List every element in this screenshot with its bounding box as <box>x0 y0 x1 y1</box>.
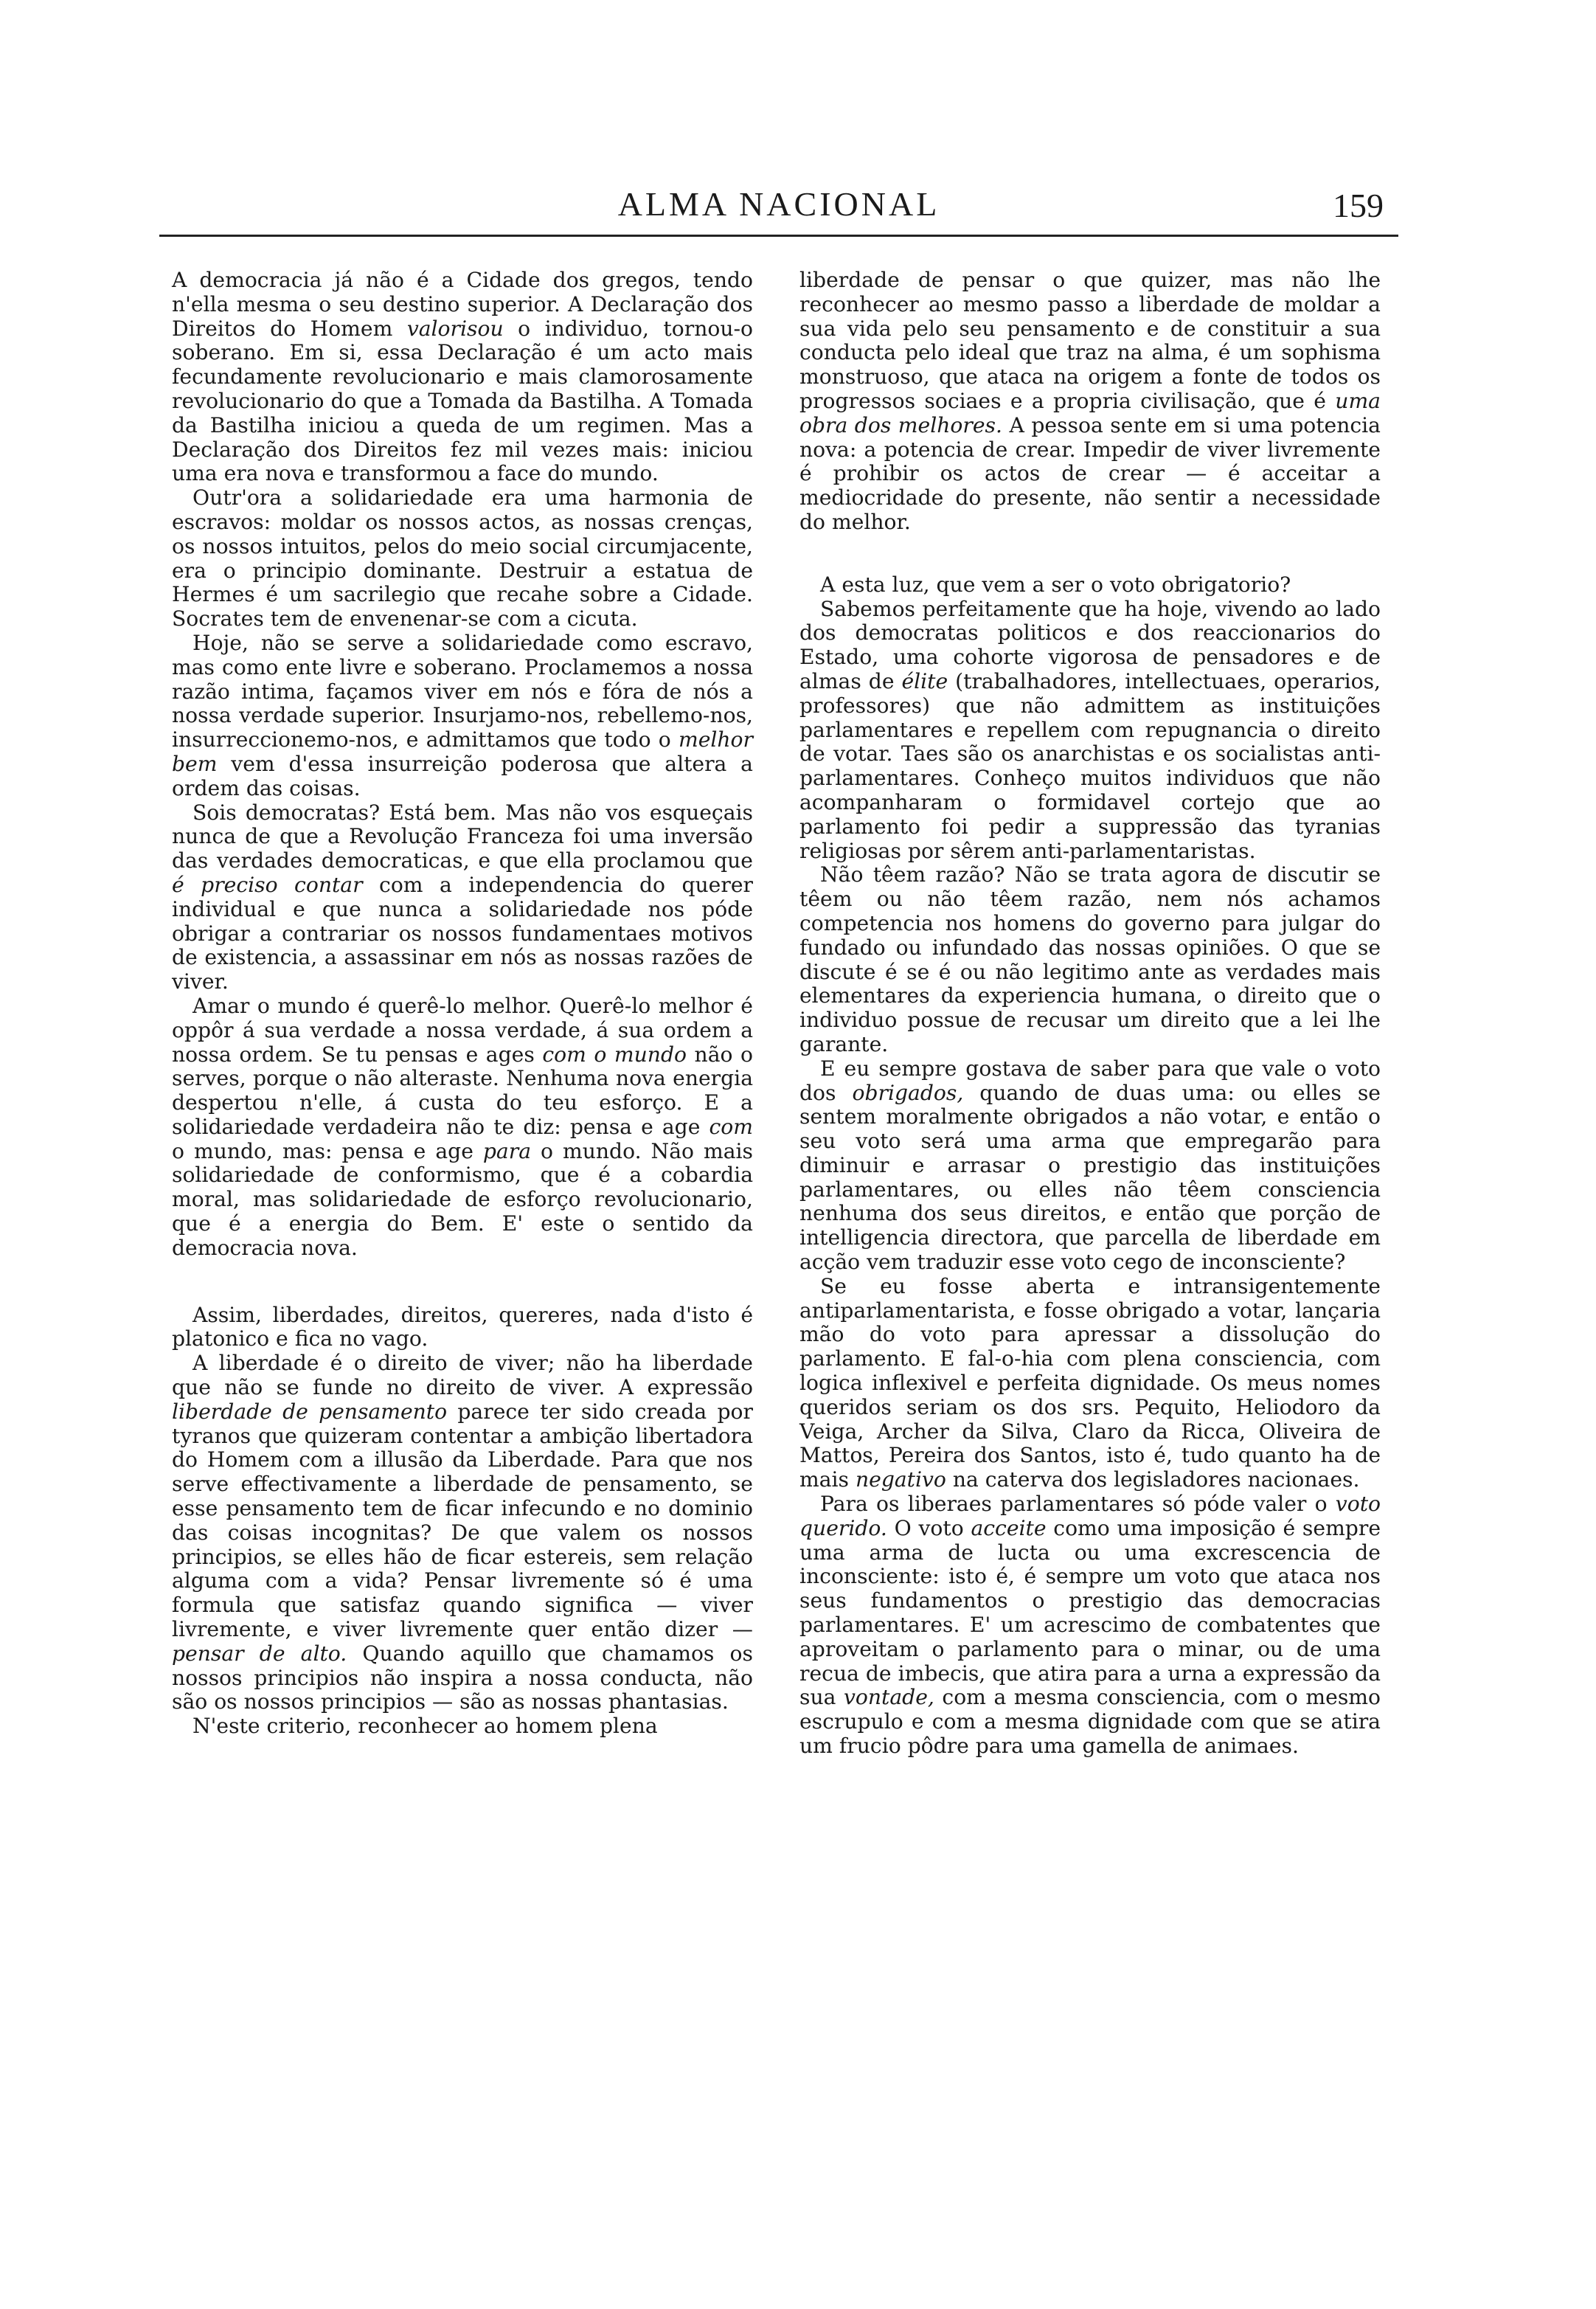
paragraph <box>172 801 753 994</box>
header-rule <box>159 235 1398 237</box>
italic-text: uma obra dos melhores. <box>799 388 1381 437</box>
text-run: parece ter sido creada por tyranos que quizeram contentar a ambição libertadora do Homem com a illusão da Liberdade. Para que nos serve effectivamente a liberdade de pensamento, se esse pensamento tem de ficar infecundo e no dominio das coisas incognitas? De que valem os nossos principios, se elles hão de ficar estereis, sem relação alguma com a vida? Pensar livremente só é uma formula que satisfaz quando significa — viver livremente, e viver livremente quer então dizer — <box>172 1399 753 1642</box>
paragraph <box>799 269 1381 535</box>
text-run: quando de duas uma: ou elles se sentem moralmente obrigados a não votar, e então o seu voto será uma arma que empregarão para diminuir e arrasar o prestigio das instituições parlamentares, ou elles não têem consciencia nenhuma dos seus direitos, e então que porção de intelligencia directora, que parcella de liberdade em acção vem traduzir esse voto cego de inconsciente? <box>799 1080 1381 1275</box>
running-title: ALMA NACIONAL <box>617 185 940 223</box>
text-run: na caterva dos legisladores nacionaes. <box>946 1467 1360 1492</box>
text-run: o mundo. Não mais solidariedade de conformismo, que é a cobardia moral, mas solidariedade de esforço revolucionario, que é a energia do Bem. E' este o sentido da democracia nova. <box>172 1138 753 1260</box>
section-break <box>172 1261 753 1304</box>
italic-text: obrigados, <box>852 1080 964 1105</box>
text-run: E eu sempre gostava de saber para que vale o voto dos <box>799 1056 1381 1105</box>
text-run: A liberdade é o direito de viver; não ha liberdade que não se funde no direito de viver. A expressão <box>172 1351 753 1400</box>
paragraph <box>799 1057 1381 1275</box>
text-run: A esta luz, que vem a ser o voto obrigatorio? <box>820 572 1291 597</box>
italic-text: vontade, <box>843 1685 934 1710</box>
text-run: liberdade de pensar o que quizer, mas não lhe reconhecer ao mesmo passo a liberdade de moldar a sua vida pelo seu pensamento e de constituir a sua conducta pelo ideal que traz na alma, é um sophisma monstruoso, que ataca na origem a fonte de todos os progressos sociaes e a propria civilisação, que é <box>799 268 1381 413</box>
italic-text: liberdade de pensamento <box>172 1399 448 1424</box>
paragraph <box>799 1492 1381 1759</box>
right-column <box>799 269 1381 1759</box>
paragraph <box>172 486 753 631</box>
paragraph <box>799 1275 1381 1492</box>
italic-text: élite <box>901 668 948 693</box>
paragraph <box>172 994 753 1261</box>
section-break <box>799 535 1381 573</box>
paragraph <box>799 598 1381 864</box>
left-column <box>172 269 753 1739</box>
text-run: Amar o mundo é querê-lo melhor. Querê-lo melhor é oppôr á sua verdade a nossa verdade, á sua ordem a nossa ordem. Se tu pensas e ages <box>172 993 753 1067</box>
text-run: Sois democratas? Está bem. Mas não vos esqueçais nunca de que a Revolução Franceza foi uma inversão das verdades democraticas, e que ella proclamou que <box>172 800 753 873</box>
italic-text: com o mundo <box>542 1042 687 1067</box>
text-run: N'este criterio, reconhecer ao homem plena <box>192 1714 658 1739</box>
italic-text: com <box>709 1114 753 1139</box>
paragraph <box>172 1714 753 1739</box>
text-run: Quando aquillo que chamamos os nossos principios não inspira a nossa conducta, não são os nossos principios — são as nossas phantasias. <box>172 1641 753 1714</box>
italic-text: é preciso contar <box>172 872 363 897</box>
italic-text: voto querido. <box>799 1492 1381 1540</box>
text-run: vem d'essa insurreição poderosa que altera a ordem das coisas. <box>172 751 753 800</box>
paragraph <box>172 1351 753 1714</box>
italic-text: negativo <box>855 1467 946 1492</box>
text-run: Não têem razão? Não se trata agora de discutir se têem ou não têem razão, nem nós achamos competencia nos homens do governo para julgar do fundado ou infundado das nossas opiniões. O que se discute é se é ou não legitimo ante as verdades mais elementares da experiencia humana, o direito que o individuo possue de recusar um direito que a lei lhe garante. <box>799 862 1381 1056</box>
text-run: Assim, liberdades, direitos, quereres, nada d'isto é platonico e fica no vago. <box>172 1302 753 1351</box>
paragraph <box>172 269 753 486</box>
text-run: Hoje, não se serve a solidariedade como escravo, mas como ente livre e soberano. Proclamemos a nossa razão intima, façamos viver em nós e fóra de nós a nossa verdade superior. Insurjamo-nos, rebellemo-nos, insurreccionemo-nos, e admittamos que todo o <box>172 630 753 752</box>
italic-text: para <box>482 1138 532 1163</box>
italic-text: pensar de alto. <box>172 1641 347 1666</box>
text-run: A democracia já não é a Cidade dos gregos, tendo n'ella mesma o seu destino superior. A Declaração dos Direitos do Homem <box>172 268 753 341</box>
text-run: o mundo, mas: pensa e age <box>172 1138 483 1163</box>
text-run: Sabemos perfeitamente que ha hoje, vivendo ao lado dos democratas politicos e dos reaccionarios do Estado, uma cohorte vigorosa de pensadores e de almas de <box>799 596 1381 693</box>
italic-text: valorisou <box>406 316 504 341</box>
text-run: O voto <box>887 1515 971 1540</box>
italic-text: acceite <box>971 1515 1047 1540</box>
text-run: com a independencia do querer individual e que nunca a solidariedade nos póde obrigar a contrariar os nossos fundamentaes motivos de existencia, a assassinar em nós as nossas razões de viver. <box>172 872 753 994</box>
text-run: Para os liberaes parlamentares só póde valer o <box>820 1492 1336 1517</box>
italic-text: melhor bem <box>172 727 753 776</box>
paragraph <box>172 1304 753 1352</box>
text-run: o individuo, tornou-o soberano. Em si, essa Declaração é um acto mais fecundamente revolucionario e mais clamorosamente revolucionario do que a Tomada da Bastilha. A Tomada da Bastilha iniciou a queda de um regimen. Mas a Declaração dos Direitos fez mil vezes mais: iniciou uma era nova e transformou a face do mundo. <box>172 316 753 486</box>
text-run: (trabalhadores, intellectuaes, operarios, professores) que não admittem as instituições parlamentares e repellem com repugnancia o direito de votar. Taes são os anarchistas e os socialistas anti-parlamentares. Conheço muitos individuos que não acompanharam o formidavel cortejo que ao parlamento foi pedir a suppressão das tyranias religiosas por sêrem anti-parlamentaristas. <box>799 668 1381 863</box>
page-number: 159 <box>1333 187 1384 224</box>
text-run: como uma imposição é sempre uma arma de lucta ou uma excrescencia de inconsciente: isto é, é sempre um voto que ataca nos seus fundamentos o prestigio das democracias parlamentares. E' um acrescimo de combatentes que aproveitam o parlamento para o minar, ou de uma recua de imbecis, que atira para a urna a expressão da sua <box>799 1515 1381 1710</box>
text-run: com a mesma consciencia, com o mesmo escrupulo e com a mesma dignidade com que se atira um frucio pôdre para uma gamella de animaes. <box>799 1685 1381 1759</box>
text-run: A pessoa sente em si uma potencia nova: a potencia de crear. Impedir de viver livremente é prohibir os actos de crear — é acceitar a mediocridade do presente, não sentir a necessidade do melhor. <box>799 412 1381 534</box>
paragraph <box>172 631 753 801</box>
paragraph <box>799 863 1381 1056</box>
text-run: Outr'ora a solidariedade era uma harmonia de escravos: moldar os nossos actos, as nossas crenças, os nossos intuitos, pelos do meio social circumjacente, era o principio dominante. Destruir a estatua de Hermes é um sacrilegio que recahe sobre a Cidade. Socrates tem de envenenar-se com a cicuta. <box>172 485 753 631</box>
text-run: não o serves, porque o não alteraste. Nenhuma nova energia despertou n'elle, á custa do teu esforço. E a solidariedade verdadeira não te diz: pensa e age <box>172 1042 753 1139</box>
paragraph <box>799 573 1381 598</box>
page-header <box>159 184 1398 229</box>
text-run: Se eu fosse aberta e intransigentemente antiparlamentarista, e fosse obrigado a votar, lançaria mão do voto para apressar a dissolução do parlamento. E fal-o-hia com plena consciencia, com logica inflexivel e perfeita dignidade. Os meus nomes queridos seriam os dos srs. Pequito, Heliodoro da Veiga, Archer da Silva, Claro da Ricca, Oliveira de Mattos, Pereira dos Santos, isto é, tudo quanto ha de mais <box>799 1273 1381 1492</box>
